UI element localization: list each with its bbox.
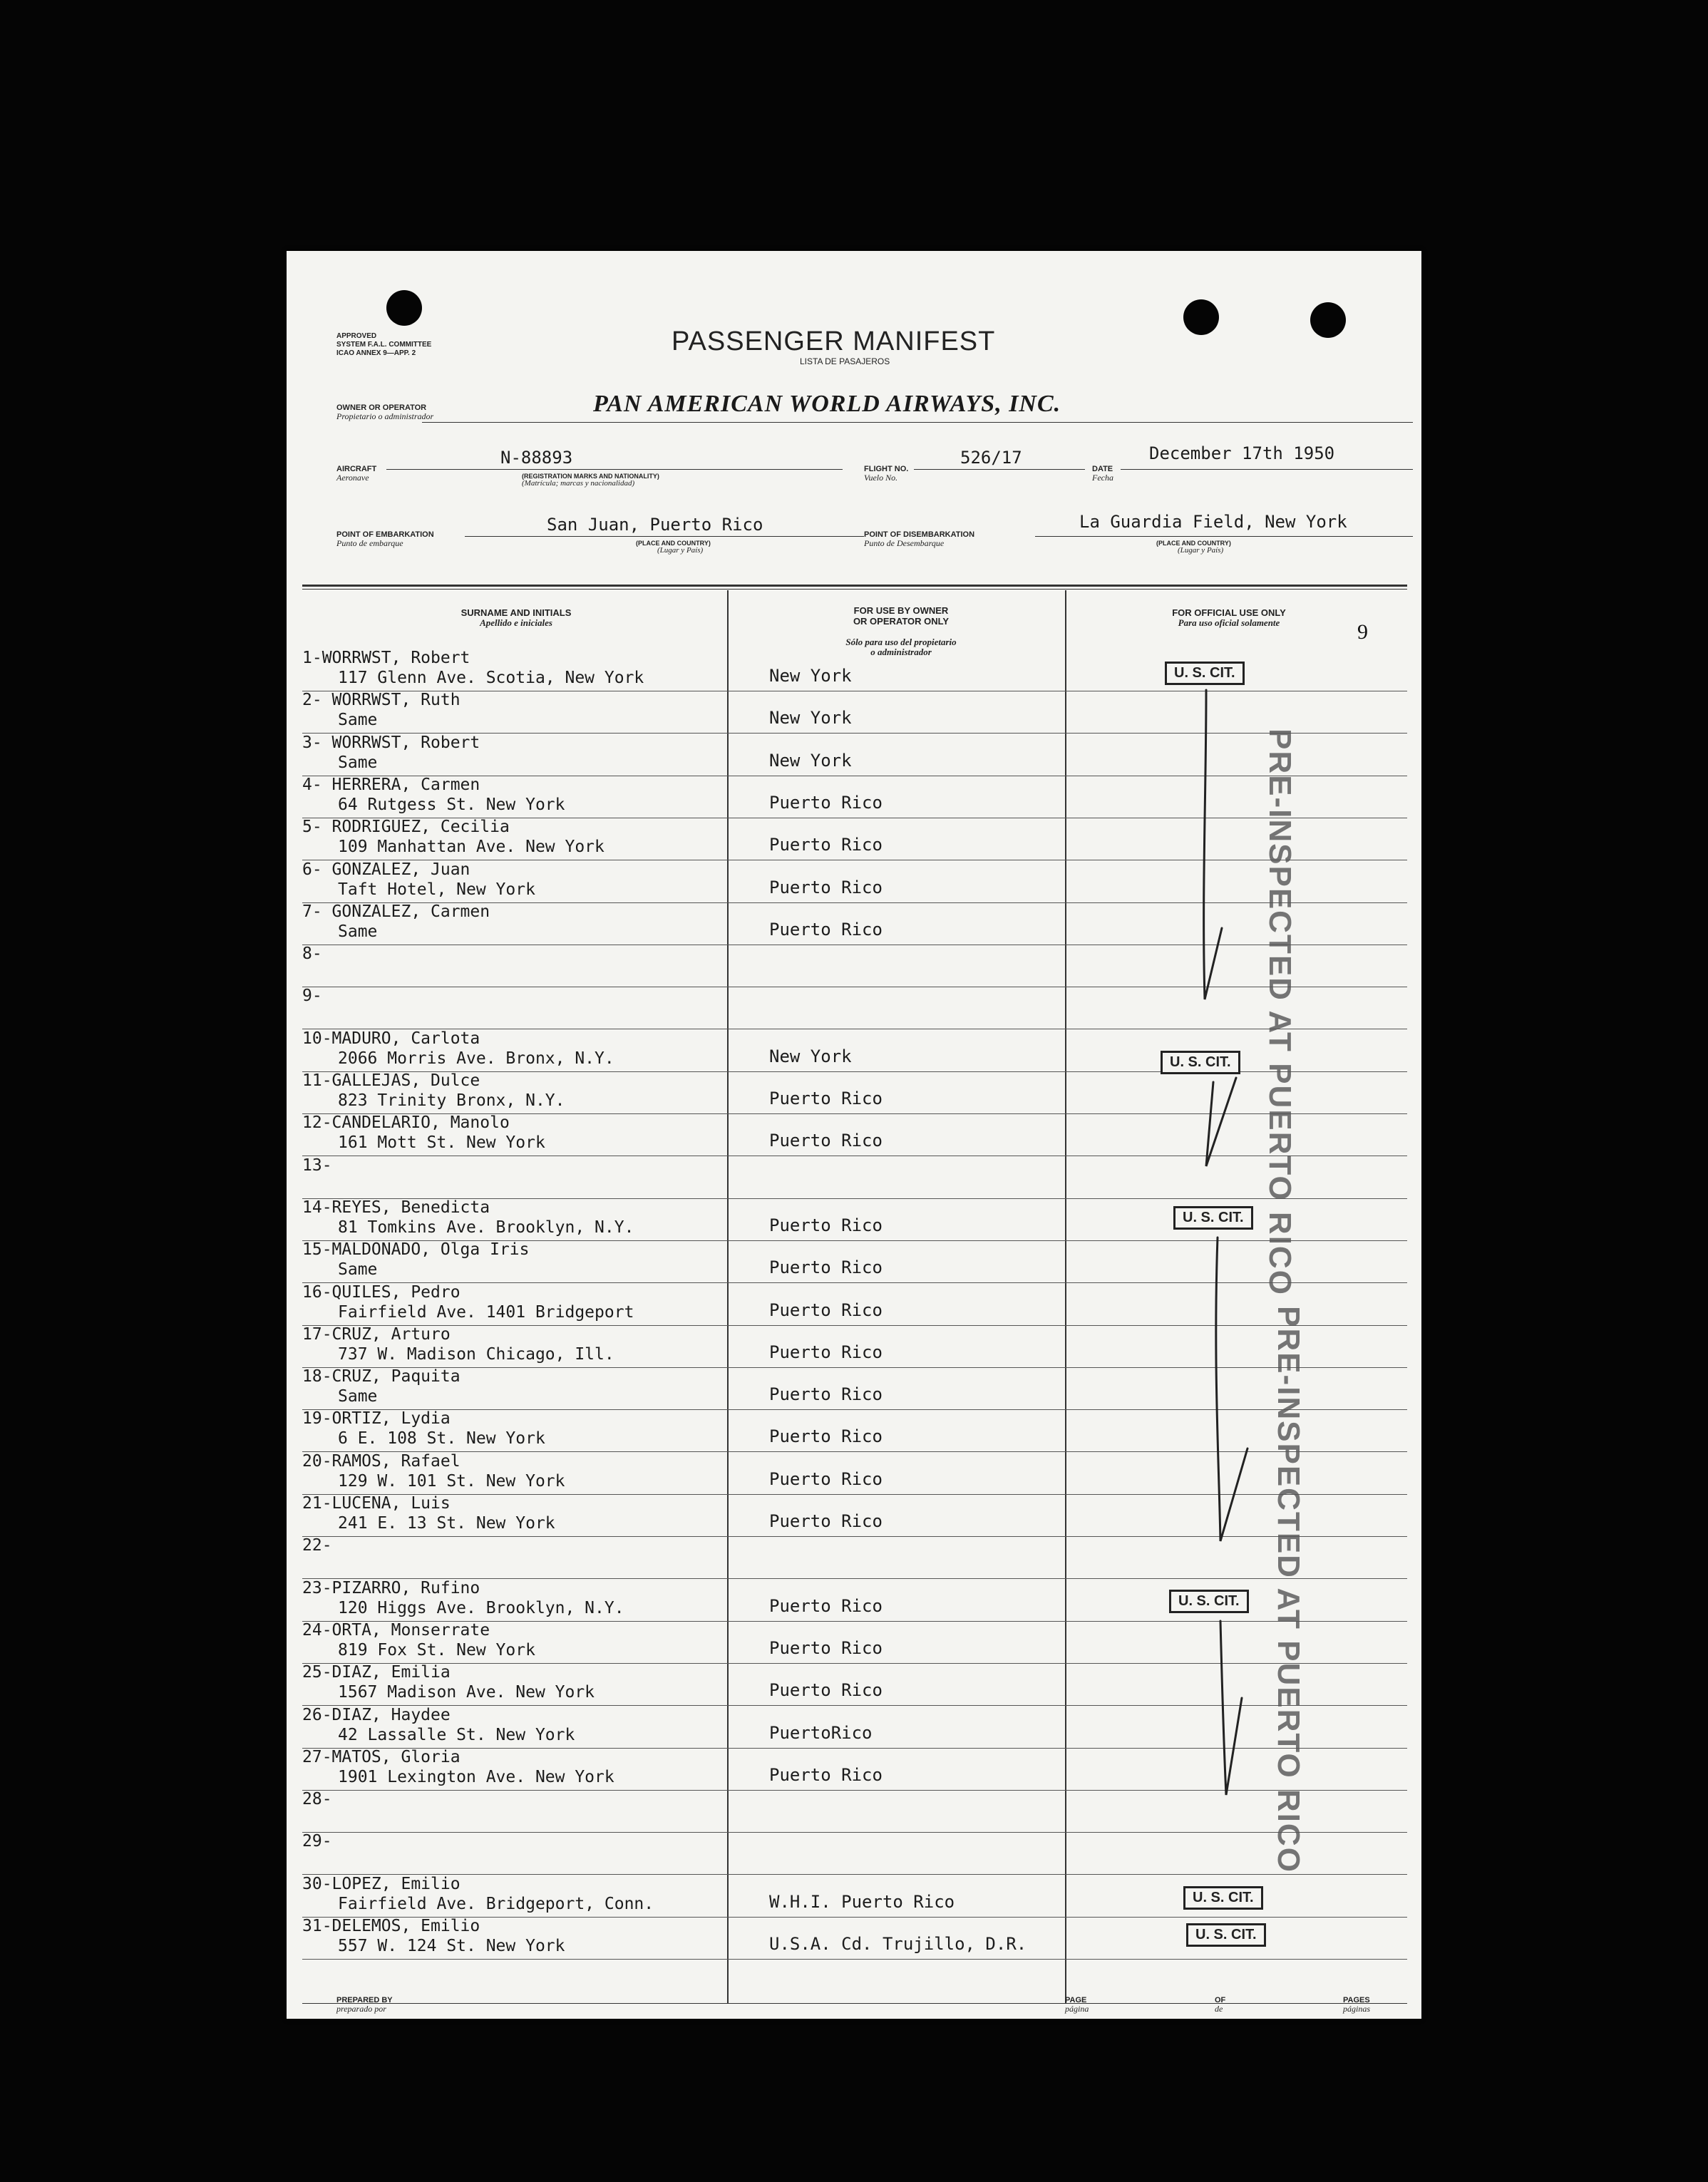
owner-label: OWNER OR OPERATOR [336, 403, 427, 412]
passenger-name: 12-CANDELARIO, Manolo [302, 1113, 510, 1133]
prepared-by-label-es: preparado por [336, 2004, 386, 2014]
registration-note-es: (Matrícula; marcas y nacionalidad) [522, 479, 635, 488]
passenger-name: 9- [302, 987, 322, 1006]
passenger-name: 25-DIAZ, Emilia [302, 1663, 451, 1682]
passenger-name: 17-CRUZ, Arturo [302, 1324, 451, 1344]
pages-label-es: páginas [1343, 2004, 1371, 2014]
passenger-name: 2- WORRWST, Ruth [302, 691, 461, 710]
embark-place-note: (PLACE AND COUNTRY) [636, 540, 711, 547]
passenger-address: 120 Higgs Ave. Brooklyn, N.Y. [338, 1598, 624, 1617]
passenger-name: 4- HERRERA, Carmen [302, 775, 480, 794]
date-label: DATE [1092, 465, 1113, 473]
passenger-destination: Puerto Rico [769, 835, 883, 855]
passenger-name: 28- [302, 1790, 332, 1809]
embark-label-es: Punto de embarque [336, 538, 403, 548]
passenger-address: 823 Trinity Bronx, N.Y. [338, 1091, 565, 1110]
passenger-address: 129 W. 101 St. New York [338, 1471, 565, 1491]
passenger-destination: Puerto Rico [769, 1257, 883, 1278]
date-value: December 17th 1950 [1149, 443, 1335, 463]
passenger-name: 22- [302, 1536, 332, 1555]
passenger-destination: New York [769, 666, 852, 686]
passenger-destination: Puerto Rico [769, 1342, 883, 1362]
owner-label-es: Propietario o administrador [336, 411, 434, 421]
prepared-by-label: PREPARED BY [336, 1996, 393, 2005]
passenger-address: Fairfield Ave. Bridgeport, Conn. [338, 1894, 654, 1913]
passenger-destination: Puerto Rico [769, 1595, 883, 1616]
passenger-address: Same [338, 1387, 378, 1406]
passenger-destination: New York [769, 708, 852, 729]
passenger-name: 31-DELEMOS, Emilio [302, 1917, 480, 1935]
embark-value: San Juan, Puerto Rico [547, 515, 763, 535]
passenger-name: 13- [302, 1156, 332, 1175]
passenger-address: 161 Mott St. New York [338, 1133, 545, 1153]
passenger-address: 6 E. 108 St. New York [338, 1429, 545, 1448]
date-label-es: Fecha [1092, 473, 1113, 483]
passenger-name: 10-MADURO, Carlota [302, 1029, 480, 1048]
passenger-destination: U.S.A. Cd. Trujillo, D.R. [769, 1934, 1027, 1954]
col-owner-use-label-es: Sólo para uso del propietario o administrador [845, 637, 957, 657]
flight-label-es: Vuelo No. [864, 473, 898, 483]
us-cit-stamp: U. S. CIT. [1183, 1886, 1263, 1910]
passenger-destination: Puerto Rico [769, 1764, 883, 1785]
of-label: OF [1215, 1996, 1226, 2005]
disembark-label: POINT OF DISEMBARKATION [864, 530, 975, 539]
flight-value: 526/17 [960, 448, 1022, 468]
aircraft-label: AIRCRAFT [336, 465, 377, 473]
passenger-address: Same [338, 1260, 378, 1280]
passenger-name: 23-PIZARRO, Rufino [302, 1578, 480, 1597]
passenger-name: 11-GALLEJAS, Dulce [302, 1071, 480, 1090]
passenger-destination: Puerto Rico [769, 877, 883, 897]
approved-line: ICAO ANNEX 9—APP. 2 [336, 349, 416, 357]
passenger-name: 1-WORRWST, Robert [302, 649, 470, 667]
passenger-destination: Puerto Rico [769, 1426, 883, 1447]
passenger-destination: Puerto Rico [769, 1680, 883, 1701]
passenger-address: 109 Manhattan Ave. New York [338, 838, 605, 857]
approved-line: SYSTEM F.A.L. COMMITTEE [336, 341, 432, 349]
passenger-destination: Puerto Rico [769, 1637, 883, 1658]
col-surname-label: SURNAME AND INITIALS [461, 607, 572, 618]
passenger-name: 8- [302, 945, 322, 964]
passenger-name: 30-LOPEZ, Emilio [302, 1874, 461, 1893]
passenger-name: 20-RAMOS, Rafael [302, 1451, 461, 1471]
passenger-destination: Puerto Rico [769, 1511, 883, 1531]
passenger-address: Taft Hotel, New York [338, 880, 535, 899]
passenger-destination: New York [769, 750, 852, 771]
page-label-es: página [1065, 2004, 1089, 2014]
passenger-destination: PuertoRico [769, 1722, 873, 1743]
passenger-address: Same [338, 753, 378, 772]
passenger-address: Same [338, 922, 378, 941]
disembark-place-note-es: (Lugar y País) [1178, 546, 1224, 555]
passenger-address: 42 Lassalle St. New York [338, 1725, 575, 1744]
us-cit-stamp: U. S. CIT. [1173, 1206, 1253, 1230]
us-cit-stamp: U. S. CIT. [1161, 1051, 1240, 1074]
manifest-page [287, 251, 1421, 2019]
approved-line: APPROVED [336, 332, 377, 340]
passenger-address: 117 Glenn Ave. Scotia, New York [338, 669, 644, 687]
passenger-name: 6- GONZALEZ, Juan [302, 860, 470, 879]
passenger-name: 29- [302, 1832, 332, 1851]
passenger-address: 557 W. 124 St. New York [338, 1937, 565, 1955]
aircraft-value: N-88893 [500, 448, 573, 468]
passenger-name: 3- WORRWST, Robert [302, 733, 480, 752]
passenger-address: 81 Tomkins Ave. Brooklyn, N.Y. [338, 1218, 634, 1237]
passenger-address: 1901 Lexington Ave. New York [338, 1767, 614, 1786]
page-mark: 9 [1357, 620, 1368, 644]
passenger-name: 5- RODRIGUEZ, Cecilia [302, 818, 510, 837]
embark-place-note-es: (Lugar y País) [657, 546, 704, 555]
disembark-place-note: (PLACE AND COUNTRY) [1156, 540, 1231, 547]
passenger-address: 737 W. Madison Chicago, Ill. [338, 1344, 614, 1364]
aircraft-label-es: Aeronave [336, 473, 369, 483]
passenger-address: 241 E. 13 St. New York [338, 1514, 555, 1533]
col-surname-label-es: Apellido e iniciales [480, 617, 552, 628]
passenger-destination: Puerto Rico [769, 1384, 883, 1405]
passenger-address: Fairfield Ave. 1401 Bridgeport [338, 1302, 634, 1322]
passenger-destination: Puerto Rico [769, 1215, 883, 1235]
passenger-name: 14-REYES, Benedicta [302, 1198, 490, 1217]
flight-label: FLIGHT NO. [864, 465, 909, 473]
registration-note: (REGISTRATION MARKS AND NATIONALITY) [522, 473, 659, 480]
passenger-destination: Puerto Rico [769, 792, 883, 813]
pages-label: PAGES [1343, 1996, 1370, 2005]
page-title: PASSENGER MANIFEST [672, 326, 996, 356]
col-owner-use-label: FOR USE BY OWNER OR OPERATOR ONLY [853, 605, 950, 627]
passenger-destination: Puerto Rico [769, 1131, 883, 1151]
passenger-address: 819 Fox St. New York [338, 1640, 535, 1659]
passenger-destination: Puerto Rico [769, 919, 883, 940]
passenger-destination: Puerto Rico [769, 1468, 883, 1489]
passenger-destination: W.H.I. Puerto Rico [769, 1891, 955, 1912]
us-cit-stamp: U. S. CIT. [1169, 1590, 1249, 1613]
passenger-address: 1567 Madison Ave. New York [338, 1683, 595, 1702]
passenger-name: 16-QUILES, Pedro [302, 1282, 461, 1302]
passenger-destination: Puerto Rico [769, 1089, 883, 1108]
airline-name: PAN AMERICAN WORLD AIRWAYS, INC. [593, 391, 1061, 417]
of-label-es: de [1215, 2004, 1223, 2014]
page-label: PAGE [1065, 1996, 1087, 2005]
official-check-marks [287, 251, 1421, 2019]
passenger-address: 64 Rutgess St. New York [338, 795, 565, 814]
passenger-name: 19-ORTIZ, Lydia [302, 1409, 451, 1429]
passenger-destination: New York [769, 1046, 852, 1066]
passenger-name: 18-CRUZ, Paquita [302, 1367, 461, 1386]
preinspected-stamp: PRE-INSPECTED AT PUERTO RICO [1262, 729, 1297, 1296]
passenger-destination: Puerto Rico [769, 1300, 883, 1320]
passenger-address: Same [338, 711, 378, 730]
passenger-name: 26-DIAZ, Haydee [302, 1705, 451, 1724]
disembark-value: La Guardia Field, New York [1079, 512, 1347, 532]
embark-label: POINT OF EMBARKATION [336, 530, 434, 539]
passenger-name: 7- GONZALEZ, Carmen [302, 902, 490, 921]
passenger-name: 27-MATOS, Gloria [302, 1747, 461, 1766]
disembark-label-es: Punto de Desembarque [864, 538, 945, 548]
passenger-address: 2066 Morris Ave. Bronx, N.Y. [338, 1049, 614, 1068]
preinspected-stamp: PRE-INSPECTED AT PUERTO RICO [1271, 1306, 1306, 1873]
col-official-label: FOR OFFICIAL USE ONLY [1172, 607, 1286, 618]
passenger-name: 15-MALDONADO, Olga Iris [302, 1240, 530, 1260]
passenger-name: 21-LUCENA, Luis [302, 1494, 451, 1513]
passenger-name: 24-ORTA, Monserrate [302, 1620, 490, 1640]
col-official-label-es: Para uso oficial solamente [1178, 617, 1280, 628]
us-cit-stamp: U. S. CIT. [1165, 662, 1245, 685]
page-subtitle: LISTA DE PASAJEROS [800, 356, 890, 366]
us-cit-stamp: U. S. CIT. [1186, 1923, 1266, 1947]
